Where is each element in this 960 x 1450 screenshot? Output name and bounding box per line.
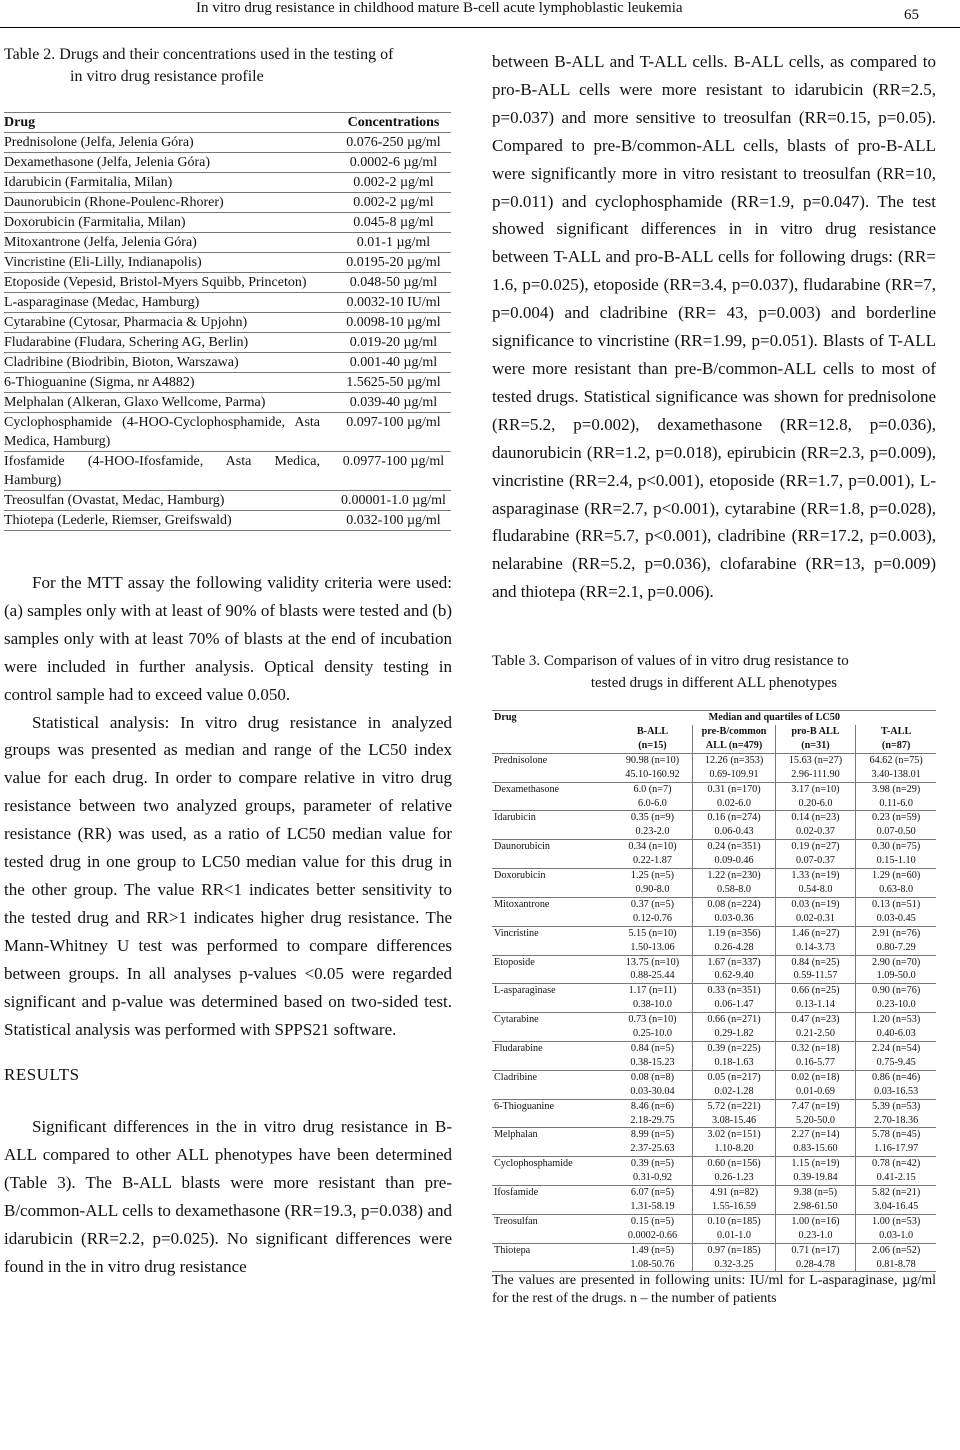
table3-median-cell: 0.13 (n=51)	[856, 897, 936, 911]
table3-row	[492, 869, 936, 883]
table3-row-quartiles	[492, 1142, 936, 1156]
table2-caption-line2: in vitro drug resistance profile	[70, 68, 264, 85]
table3-median-cell: 3.98 (n=29)	[856, 782, 936, 796]
table2-concentration-cell: 1.5625-50 µg/ml	[336, 373, 451, 393]
table3-median-cell: 1.00 (n=16)	[775, 1214, 856, 1228]
table3-quartile-cell: 0.62-9.40	[693, 969, 775, 983]
table2-row	[4, 353, 451, 373]
table3-col-b-all: B-ALL	[636, 726, 669, 738]
table3-col-b-all-n: (n=15)	[613, 739, 693, 753]
table3-quartile-cell: 0.02-0.37	[775, 825, 856, 839]
table3-quartile-cell: 0.80-7.29	[856, 941, 936, 955]
table2-drug-cell: Prednisolone (Jelfa, Jelenia Góra)	[4, 133, 336, 153]
table3-median-cell: 2.06 (n=52)	[856, 1243, 936, 1257]
table3-row	[492, 782, 936, 796]
table3-row	[492, 926, 936, 940]
table3-quartile-cell: 0.23-1.0	[775, 1229, 856, 1243]
table3-quartile-cell: 0.39-19.84	[775, 1171, 856, 1185]
table3-quartile-cell: 3.40-138.01	[856, 768, 936, 782]
table2-concentration-cell: 0.076-250 µg/ml	[336, 133, 451, 153]
table3-quartile-cell: 1.31-58.19	[613, 1200, 693, 1214]
table3-col-pre-b-common-n: ALL (n=479)	[693, 739, 775, 753]
table3-row-quartiles	[492, 969, 936, 983]
table3-row-quartiles	[492, 1258, 936, 1272]
table2-drug-cell: L-asparaginase (Medac, Hamburg)	[4, 293, 336, 313]
table3-caption-line2: tested drugs in different ALL phenotypes	[590, 675, 838, 692]
table2-caption	[4, 44, 452, 88]
table3-drug-name: Mitoxantrone	[494, 898, 550, 910]
table3-drug-name: Etoposide	[494, 956, 535, 968]
table2-drug-cell: Doxorubicin (Farmitalia, Milan)	[4, 213, 336, 233]
table2-row	[4, 213, 451, 233]
table3-quartile-cell: 0.88-25.44	[613, 969, 693, 983]
table3-quartile-cell: 0.07-0.37	[775, 854, 856, 868]
table3-quartile-cell: 2.37-25.63	[613, 1142, 693, 1156]
table3-row-quartiles	[492, 1114, 936, 1128]
table3-median-cell: 0.03 (n=19)	[775, 897, 856, 911]
table3-quartile-cell: 0.03-0.36	[693, 912, 775, 926]
page-number: 65	[904, 7, 919, 23]
table3-median-cell: 0.39 (n=5)	[630, 1158, 675, 1170]
table3-quartile-cell: 0.63-8.0	[856, 883, 936, 897]
table3-median-cell: 8.99 (n=5)	[630, 1129, 675, 1141]
table3-quartile-cell: 0.38-15.23	[613, 1056, 693, 1070]
table2-drug-cell: Cyclophosphamide (4-HOO-Cyclophosphamide, Asta Medica, Hamburg)	[4, 413, 336, 452]
table3-quartile-cell: 2.98-61.50	[775, 1200, 856, 1214]
table3-median-cell: 0.08 (n=8)	[630, 1071, 675, 1083]
results-paragraph: Significant differences in the in vitro drug resistance in B-ALL compared to other ALL phenotypes have been determined (Table 3). The B-ALL blasts were more resistant than pre-B/common-ALL cells to dexamethasone (RR=19.3, p=0.038) and idarubicin (RR=2.2, p=0.025). No significant differences were found in the in vitro drug resistance	[4, 1117, 452, 1276]
table2-drug-cell: Daunorubicin (Rhone-Poulenc-Rhorer)	[4, 193, 336, 213]
table3-median-cell: 0.39 (n=225)	[693, 1041, 775, 1055]
table2-drug-cell: Melphalan (Alkeran, Glaxo Wellcome, Parma)	[4, 393, 336, 413]
table2-concentration-cell: 0.00001-1.0 µg/ml	[336, 491, 451, 511]
table3-row	[492, 1243, 936, 1257]
table3-row	[492, 1214, 936, 1228]
table3-quartile-cell: 0.41-2.15	[856, 1171, 936, 1185]
table3-median-cell: 0.05 (n=217)	[693, 1070, 775, 1084]
table2-concentration-cell: 0.002-2 µg/ml	[336, 193, 451, 213]
table2-concentration-cell: 0.039-40 µg/ml	[336, 393, 451, 413]
table2-drug-cell: Treosulfan (Ovastat, Medac, Hamburg)	[4, 491, 336, 511]
table3-row-quartiles	[492, 768, 936, 782]
table3-row	[492, 1013, 936, 1027]
table2-concentration-cell: 0.048-50 µg/ml	[336, 273, 451, 293]
table3-drug-name: Cyclophosphamide	[494, 1158, 573, 1170]
table3-group-header: Median and quartiles of LC50	[613, 711, 936, 725]
table3-median-cell: 9.38 (n=5)	[775, 1186, 856, 1200]
table3-drug-name: Thiotepa	[494, 1244, 531, 1256]
table3-quartile-cell: 0.03-16.53	[856, 1085, 936, 1099]
table3-median-cell: 0.84 (n=25)	[775, 955, 856, 969]
table3-median-cell: 0.37 (n=5)	[630, 898, 675, 910]
table2-row	[4, 233, 451, 253]
table2-drug-cell: Vincristine (Eli-Lilly, Indianapolis)	[4, 253, 336, 273]
table3-quartile-cell: 0.06-1.47	[693, 998, 775, 1012]
table3-row	[492, 840, 936, 854]
table2-row	[4, 193, 451, 213]
table3-median-cell: 0.73 (n=10)	[628, 1014, 677, 1026]
table2-row	[4, 253, 451, 273]
left-body	[4, 569, 452, 1281]
table3-quartile-cell: 0.28-4.78	[775, 1258, 856, 1272]
table3-quartile-cell: 0.06-0.43	[693, 825, 775, 839]
table3-median-cell: 0.60 (n=156)	[693, 1157, 775, 1171]
table3-median-cell: 0.19 (n=27)	[775, 840, 856, 854]
table2-drug-cell: Fludarabine (Fludara, Schering AG, Berlin)	[4, 333, 336, 353]
table3-row-quartiles	[492, 797, 936, 811]
table3-row	[492, 1157, 936, 1171]
table3-quartile-cell: 0.02-0.31	[775, 912, 856, 926]
table3-drug-name: Fludarabine	[494, 1042, 543, 1054]
table2-row	[4, 373, 451, 393]
table3-quartile-cell: 0.16-5.77	[775, 1056, 856, 1070]
results-heading: RESULTS	[4, 1065, 80, 1085]
table3-quartile-cell: 6.0-6.0	[613, 797, 693, 811]
table2-row	[4, 153, 451, 173]
table2-drug-cell: 6-Thioguanine (Sigma, nr A4882)	[4, 373, 336, 393]
table3-quartile-cell: 0.26-1.23	[693, 1171, 775, 1185]
table3-header-row-1	[492, 711, 936, 725]
table2	[4, 112, 451, 531]
table3-quartile-cell: 1.08-50.76	[613, 1258, 693, 1272]
table3-median-cell: 1.29 (n=60)	[856, 869, 936, 883]
table3-quartile-cell: 0.03-0.45	[856, 912, 936, 926]
table3-median-cell: 1.00 (n=53)	[856, 1214, 936, 1228]
table3-quartile-cell: 0.01-1.0	[693, 1229, 775, 1243]
table2-concentration-cell: 0.097-100 µg/ml	[336, 413, 451, 452]
table3-drug-name: Ifosfamide	[494, 1187, 539, 1199]
table3-median-cell: 5.78 (n=45)	[856, 1128, 936, 1142]
table2-drug-cell: Cytarabine (Cytosar, Pharmacia & Upjohn)	[4, 313, 336, 333]
table2-concentration-cell: 0.0002-6 µg/ml	[336, 153, 451, 173]
table2-row	[4, 313, 451, 333]
table3-row-quartiles	[492, 825, 936, 839]
table3-median-cell: 64.62 (n=75)	[856, 753, 936, 767]
table3-median-cell: 2.91 (n=76)	[856, 926, 936, 940]
table2-concentration-cell: 0.001-40 µg/ml	[336, 353, 451, 373]
table3-header-row-3	[492, 739, 936, 753]
table3-median-cell: 12.26 (n=353)	[693, 753, 775, 767]
table3-quartile-cell: 0.81-8.78	[856, 1258, 936, 1272]
table3-quartile-cell: 0.40-6.03	[856, 1027, 936, 1041]
table3-drug-name: Cladribine	[494, 1071, 538, 1083]
table3-median-cell: 13.75 (n=10)	[625, 956, 680, 968]
table3-quartile-cell: 0.90-8.0	[613, 883, 693, 897]
table3-quartile-cell: 0.26-4.28	[693, 941, 775, 955]
table3-median-cell: 0.84 (n=5)	[630, 1042, 675, 1054]
table2-row	[4, 393, 451, 413]
table2-drug-cell: Idarubicin (Farmitalia, Milan)	[4, 173, 336, 193]
table3-row-quartiles	[492, 1200, 936, 1214]
table3-median-cell: 0.16 (n=274)	[693, 811, 775, 825]
table3-quartile-cell: 0.18-1.63	[693, 1056, 775, 1070]
table3-row	[492, 1070, 936, 1084]
table3-quartile-cell: 0.12-0.76	[613, 912, 693, 926]
table3-col-t-all-n: (n=87)	[856, 739, 936, 753]
table3-quartile-cell: 0.0002-0.66	[613, 1229, 693, 1243]
table3-median-cell: 6.07 (n=5)	[630, 1187, 675, 1199]
table2-row	[4, 511, 451, 531]
table3-row	[492, 984, 936, 998]
table2-row	[4, 452, 451, 491]
table2-row	[4, 133, 451, 153]
table3-median-cell: 1.67 (n=337)	[693, 955, 775, 969]
table3-row-quartiles	[492, 883, 936, 897]
table3-col-pro-b: pro-B ALL	[775, 725, 856, 739]
table3-median-cell: 2.90 (n=70)	[856, 955, 936, 969]
table2-row	[4, 173, 451, 193]
table3-median-cell: 0.23 (n=59)	[856, 811, 936, 825]
table3-median-cell: 0.30 (n=75)	[856, 840, 936, 854]
table3-drug-name: Daunorubicin	[494, 841, 551, 853]
table3-row-quartiles	[492, 941, 936, 955]
table3-median-cell: 1.33 (n=19)	[775, 869, 856, 883]
table3-quartile-cell: 0.29-1.82	[693, 1027, 775, 1041]
table2-concentration-cell: 0.0032-10 IU/ml	[336, 293, 451, 313]
table3-row	[492, 1099, 936, 1113]
table3-median-cell: 15.63 (n=27)	[775, 753, 856, 767]
table3-drug-name: Doxorubicin	[494, 870, 546, 882]
table3-quartile-cell: 0.02-1.28	[693, 1085, 775, 1099]
table3-quartile-cell: 0.75-9.45	[856, 1056, 936, 1070]
table3-quartile-cell: 2.70-18.36	[856, 1114, 936, 1128]
table3-median-cell: 0.02 (n=18)	[775, 1070, 856, 1084]
table3-quartile-cell: 0.83-15.60	[775, 1142, 856, 1156]
table3-quartile-cell: 2.18-29.75	[613, 1114, 693, 1128]
table2-drug-cell: Etoposide (Vepesid, Bristol-Myers Squibb, Princeton)	[4, 273, 336, 293]
table2-drug-cell: Thiotepa (Lederle, Riemser, Greifswald)	[4, 511, 336, 531]
table3-median-cell: 0.31 (n=170)	[693, 782, 775, 796]
mtt-criteria-paragraph: For the MTT assay the following validity criteria were used: (a) samples only with at least of 90% of blasts were tested and (b) samples only with at least 70% of blasts at the end of incubation were included in further analysis. Optical density testing in control sample had to exceed value 0.050.	[4, 573, 453, 704]
table3-quartile-cell: 3.08-15.46	[693, 1114, 775, 1128]
table3-row-quartiles	[492, 854, 936, 868]
table3-drug-name: Prednisolone	[494, 754, 548, 766]
table3-drug-name: L-asparaginase	[494, 985, 556, 997]
table3-drug-name: Dexamethasone	[494, 783, 560, 795]
table3-median-cell: 1.25 (n=5)	[630, 870, 675, 882]
table2-row	[4, 273, 451, 293]
table3	[492, 710, 936, 1272]
table3-quartile-cell: 1.09-50.0	[856, 969, 936, 983]
table3-median-cell: 5.72 (n=221)	[693, 1099, 775, 1113]
table3-median-cell: 4.91 (n=82)	[693, 1186, 775, 1200]
table2-concentration-cell: 0.01-1 µg/ml	[336, 233, 451, 253]
table3-median-cell: 3.02 (n=151)	[693, 1128, 775, 1142]
table3-median-cell: 1.15 (n=19)	[775, 1157, 856, 1171]
table3-median-cell: 0.15 (n=5)	[630, 1215, 675, 1227]
table2-row	[4, 293, 451, 313]
table3-quartile-cell: 0.54-8.0	[775, 883, 856, 897]
header-divider	[0, 27, 960, 28]
table3-row-quartiles	[492, 1027, 936, 1041]
table2-drug-cell: Ifosfamide (4-HOO-Ifosfamide, Asta Medica, Hamburg)	[4, 452, 336, 491]
table3-quartile-cell: 0.23-10.0	[856, 998, 936, 1012]
table3-quartile-cell: 0.23-2.0	[613, 825, 693, 839]
table3-median-cell: 1.19 (n=356)	[693, 926, 775, 940]
table2-concentration-cell: 0.045-8 µg/ml	[336, 213, 451, 233]
table2-concentration-cell: 0.019-20 µg/ml	[336, 333, 451, 353]
table2-row	[4, 413, 451, 452]
table3-quartile-cell: 0.21-2.50	[775, 1027, 856, 1041]
left-column	[4, 44, 452, 1281]
table3-median-cell: 0.66 (n=271)	[693, 1013, 775, 1027]
table3-header-row-2	[492, 725, 936, 739]
table3-median-cell: 1.20 (n=53)	[856, 1013, 936, 1027]
table3-median-cell: 0.08 (n=224)	[693, 897, 775, 911]
table2-col-drug: Drug	[4, 113, 336, 133]
table3-quartile-cell: 0.14-3.73	[775, 941, 856, 955]
table3-col-t-all: T-ALL	[856, 725, 936, 739]
table3-median-cell: 1.46 (n=27)	[775, 926, 856, 940]
table3-median-cell: 0.24 (n=351)	[693, 840, 775, 854]
table3-quartile-cell: 1.16-17.97	[856, 1142, 936, 1156]
table2-drug-cell: Mitoxantrone (Jelfa, Jelenia Góra)	[4, 233, 336, 253]
table3-median-cell: 2.24 (n=54)	[856, 1041, 936, 1055]
table3-median-cell: 0.34 (n=10)	[628, 841, 677, 853]
table3-row-quartiles	[492, 1056, 936, 1070]
table3-median-cell: 1.49 (n=5)	[630, 1244, 675, 1256]
table3-median-cell: 5.39 (n=53)	[856, 1099, 936, 1113]
table3-median-cell: 0.10 (n=185)	[693, 1214, 775, 1228]
right-column	[492, 48, 936, 1322]
table3-row	[492, 811, 936, 825]
table3-drug-name: 6-Thioguanine	[494, 1100, 554, 1112]
table3-median-cell: 0.47 (n=23)	[775, 1013, 856, 1027]
table3-median-cell: 0.66 (n=25)	[775, 984, 856, 998]
table3-quartile-cell: 0.32-3.25	[693, 1258, 775, 1272]
table3-quartile-cell: 0.13-1.14	[775, 998, 856, 1012]
table3-median-cell: 5.15 (n=10)	[628, 927, 677, 939]
table3-quartile-cell: 0.22-1.87	[613, 854, 693, 868]
running-title: In vitro drug resistance in childhood mature B-cell acute lymphoblastic leukemia	[196, 0, 683, 16]
table2-col-concentrations: Concentrations	[336, 113, 451, 133]
table3-caption	[492, 650, 936, 694]
table3-drug-name: Idarubicin	[494, 812, 536, 824]
table3-footnote: The values are presented in following units: IU/ml for L-asparaginase, µg/ml for the rest of the drugs. n – the number of patients	[492, 1273, 936, 1307]
table3-median-cell: 0.97 (n=185)	[693, 1243, 775, 1257]
table3-quartile-cell: 0.07-0.50	[856, 825, 936, 839]
table3-row	[492, 955, 936, 969]
table2-concentration-cell: 0.032-100 µg/ml	[336, 511, 451, 531]
table3-col-pro-b-n: (n=31)	[775, 739, 856, 753]
table3-median-cell: 1.22 (n=230)	[693, 869, 775, 883]
table2-concentration-cell: 0.002-2 µg/ml	[336, 173, 451, 193]
table2-concentration-cell: 0.0195-20 µg/ml	[336, 253, 451, 273]
table3-quartile-cell: 0.03-1.0	[856, 1229, 936, 1243]
table3-row	[492, 897, 936, 911]
table2-row	[4, 333, 451, 353]
table3-quartile-cell: 0.58-8.0	[693, 883, 775, 897]
table3-median-cell: 0.90 (n=76)	[856, 984, 936, 998]
table3-median-cell: 0.32 (n=18)	[775, 1041, 856, 1055]
table2-header-row	[4, 113, 451, 133]
table3-row-quartiles	[492, 1085, 936, 1099]
table3-quartile-cell: 1.50-13.06	[613, 941, 693, 955]
table3-quartile-cell: 2.96-111.90	[775, 768, 856, 782]
table3-quartile-cell: 0.59-11.57	[775, 969, 856, 983]
table3-quartile-cell: 0.25-10.0	[613, 1027, 693, 1041]
table3-col-drug: Drug	[492, 711, 613, 725]
table3-quartile-cell: 0.02-6.0	[693, 797, 775, 811]
table3-row	[492, 1186, 936, 1200]
table3-quartile-cell: 1.10-8.20	[693, 1142, 775, 1156]
table2-drug-cell: Cladribine (Biodribin, Bioton, Warszawa)	[4, 353, 336, 373]
table3-row-quartiles	[492, 998, 936, 1012]
table2-concentration-cell: 0.0098-10 µg/ml	[336, 313, 451, 333]
table3-median-cell: 6.0 (n=7)	[633, 783, 672, 795]
table3-median-cell: 8.46 (n=6)	[630, 1100, 675, 1112]
table3-quartile-cell: 45.10-160.92	[613, 768, 693, 782]
table3-drug-name: Melphalan	[494, 1129, 538, 1141]
table3-row-quartiles	[492, 1171, 936, 1185]
results-continued-paragraph: between B-ALL and T-ALL cells. B-ALL cells, as compared to pro-B-ALL cells were more resistant to idarubicin (RR=2.5, p=0.037) and more sensitive to treosulfan (RR=0.15, p=0.05). Compared to pre-B/common-ALL cells, blasts of pro-B-ALL were significantly more in vitro resistant to treosulfan (RR=10, p=0.011) and cyclophosphamide (RR=1.9, p=0.047). The test showed significant differences in in vitro drug resistance between T-ALL and pro-B-ALL cells for following drugs: (RR= 1.6, p=0.025), etoposide (RR=3.4, p=0.037), fludarabine (RR=7, p=0.004) and cladribine (RR= 43, p=0.003) and borderline significance to vincristine (RR=1.99, p=0.051). Blasts of T-ALL were more resistant than pre-B/common-ALL cells to most of tested drugs. Statistical significance was shown for prednisolone (RR=5.2, p=0.002), dexamethasone (RR=12.8, p=0.036), daunorubicin (RR=1.2, p=0.018), epirubicin (RR=2.3, p=0.009), vincristine (RR=2.4, p<0.001), etoposide (RR=1.7, p=0.001), L-asparaginase (RR=2.7, p<0.001), cytarabine (RR=1.8, p=0.028), fludarabine (RR=5.7, p<0.001), cladribine (RR=17.2, p=0.003), nelarabine (RR=5.2, p=0.036), clofarabine (RR=13, p=0.009) and thiotepa (RR=2.1, p=0.006).	[492, 52, 936, 602]
table3-quartile-cell: 5.20-50.0	[775, 1114, 856, 1128]
table3-median-cell: 7.47 (n=19)	[775, 1099, 856, 1113]
table3-median-cell: 0.33 (n=351)	[693, 984, 775, 998]
table3-row	[492, 753, 936, 767]
table3-quartile-cell: 1.55-16.59	[693, 1200, 775, 1214]
table2-concentration-cell: 0.0977-100 µg/ml	[336, 452, 451, 491]
table3-drug-name: Cytarabine	[494, 1014, 539, 1026]
table3-median-cell: 0.78 (n=42)	[856, 1157, 936, 1171]
table3-col-pre-b-common: pre-B/common	[693, 725, 775, 739]
table3-median-cell: 3.17 (n=10)	[775, 782, 856, 796]
table3-median-cell: 5.82 (n=21)	[856, 1186, 936, 1200]
table3-quartile-cell: 0.03-30.04	[613, 1085, 693, 1099]
table3-row	[492, 1128, 936, 1142]
table3-row-quartiles	[492, 912, 936, 926]
table3-median-cell: 2.27 (n=14)	[775, 1128, 856, 1142]
table3-quartile-cell: 3.04-16.45	[856, 1200, 936, 1214]
table3-median-cell: 1.17 (n=11)	[628, 985, 677, 997]
statistical-analysis-paragraph: Statistical analysis: In vitro drug resistance in analyzed groups was presented as median and range of the LC50 index value for each drug. In order to compare relative in vitro drug resistance between two analyzed groups, parameter of relative resistance (RR) was used, as a ratio of LC50 median value for tested drug in one group to LC50 median value for this drug in the other group. The value RR<1 indicates better sensitivity to the tested drug and RR>1 indicates higher drug resistance. The Mann-Whitney U test was performed to compare differences between groups. In all analyses p-values <0.05 were regarded significant and p-value was determined based on two-sided test. Statistical analysis was performed with SPPS21 software.	[4, 712, 452, 1039]
table3-median-cell: 0.86 (n=46)	[856, 1070, 936, 1084]
table3-quartile-cell: 0.01-0.69	[775, 1085, 856, 1099]
table3-quartile-cell: 0.38-10.0	[613, 998, 693, 1012]
table3-caption-line1: Table 3. Comparison of values of in vitro drug resistance to	[492, 653, 849, 670]
table3-drug-name: Vincristine	[494, 927, 539, 939]
table3-quartile-cell: 0.11-6.0	[856, 797, 936, 811]
table3-median-cell: 0.35 (n=9)	[630, 812, 675, 824]
table3-quartile-cell: 0.20-6.0	[775, 797, 856, 811]
table3-quartile-cell: 0.09-0.46	[693, 854, 775, 868]
table3-drug-name: Treosulfan	[494, 1215, 538, 1227]
table3-row-quartiles	[492, 1229, 936, 1243]
table2-row	[4, 491, 451, 511]
table3-median-cell: 90.98 (n=10)	[625, 754, 680, 766]
table2-drug-cell: Dexamethasone (Jelfa, Jelenia Góra)	[4, 153, 336, 173]
table3-quartile-cell: 0.31-0.92	[613, 1171, 693, 1185]
table3-quartile-cell: 0.15-1.10	[856, 854, 936, 868]
table2-caption-line1: Table 2. Drugs and their concentrations used in the testing of	[4, 46, 394, 63]
table3-median-cell: 0.71 (n=17)	[775, 1243, 856, 1257]
table3-median-cell: 0.14 (n=23)	[775, 811, 856, 825]
table3-quartile-cell: 0.69-109.91	[693, 768, 775, 782]
table3-row	[492, 1041, 936, 1055]
